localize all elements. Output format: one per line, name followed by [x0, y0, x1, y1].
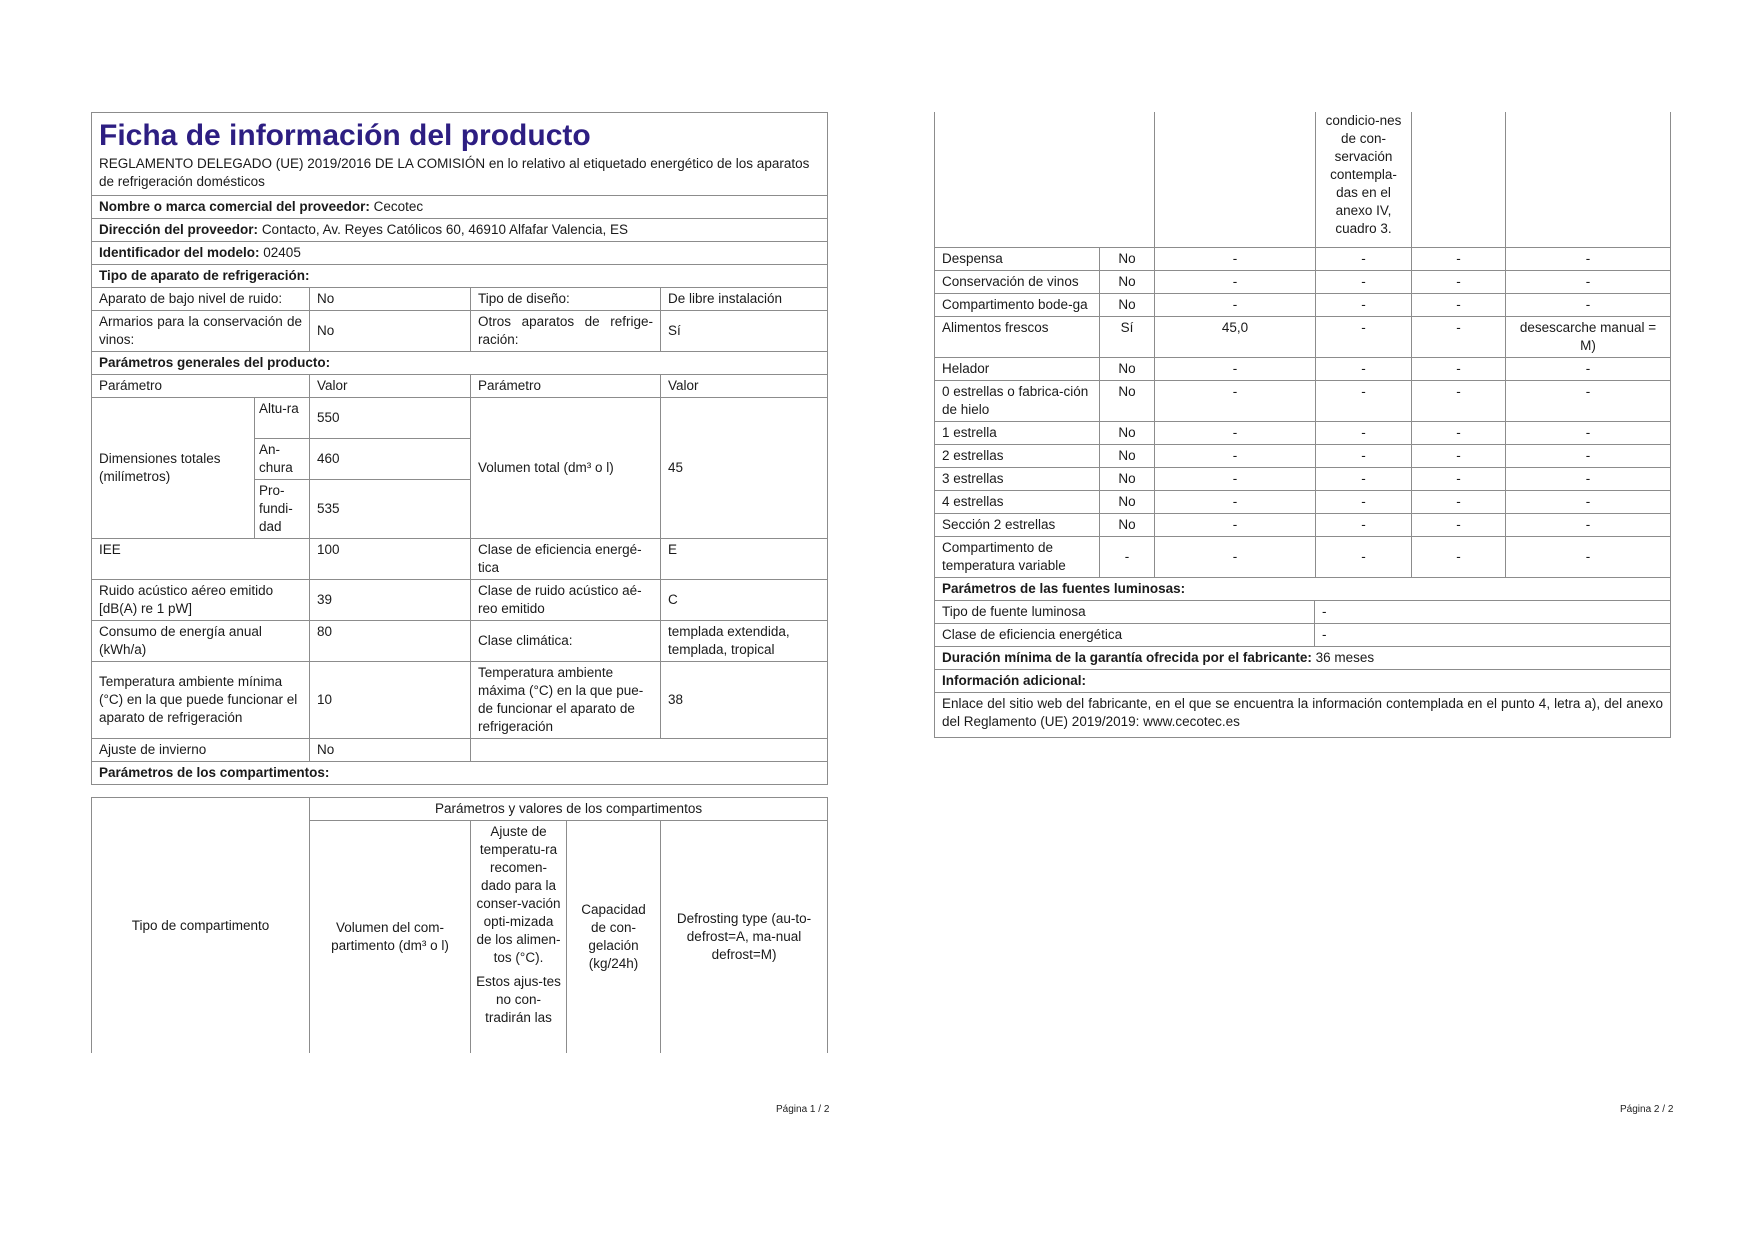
compartment-defrost-cell: - [1506, 381, 1671, 422]
value-col-header: Valor [310, 375, 471, 398]
depth-label: Pro-fundi-dad [255, 480, 310, 539]
wine-cabinet-label: Armarios para la conservación de vinos: [92, 311, 310, 352]
compartment-present-cell: No [1100, 248, 1155, 271]
noise-class-value: C [661, 580, 828, 621]
page-number-2: Página 2 / 2 [1620, 1104, 1674, 1115]
compartment-volume-cell: - [1155, 537, 1316, 578]
low-noise-label: Aparato de bajo nivel de ruido: [92, 288, 310, 311]
compartment-name-cell: 3 estrellas [935, 468, 1100, 491]
light-source-type-label: Tipo de fuente luminosa [935, 601, 1315, 624]
compartment-name-cell: 4 estrellas [935, 491, 1100, 514]
compartment-temp-cell: - [1316, 445, 1412, 468]
compartment-defrost-cell: desescarche manual = M) [1506, 317, 1671, 358]
design-type-label: Tipo de diseño: [471, 288, 661, 311]
page-number-1: Página 1 / 2 [776, 1104, 830, 1115]
compartment-freeze-cell: - [1412, 537, 1506, 578]
low-noise-value: No [310, 288, 471, 311]
dimensions-label: Dimensiones totales (milímetros) [92, 398, 255, 539]
model-id-value: 02405 [263, 245, 301, 260]
compartment-name-cell: Helador [935, 358, 1100, 381]
warranty-value: 36 meses [1315, 650, 1375, 665]
compartments-header-table [91, 797, 828, 1053]
recommended-temp-header [471, 821, 567, 1054]
compartment-name-cell: Alimentos frescos [935, 317, 1100, 358]
compartment-name-cell: 2 estrellas [935, 445, 1100, 468]
noise-value: 39 [310, 580, 471, 621]
compartment-name-cell: Conservación de vinos [935, 271, 1100, 294]
compartment-volume-cell: - [1155, 358, 1316, 381]
compartments-table-continued [934, 112, 1671, 248]
compartment-temp-cell: - [1316, 248, 1412, 271]
compartment-defrost-cell: - [1506, 422, 1671, 445]
min-temp-value: 10 [310, 662, 471, 739]
compartment-defrost-cell: - [1506, 514, 1671, 537]
compartment-present-cell: - [1100, 537, 1155, 578]
compartment-name-cell: Despensa [935, 248, 1100, 271]
table-row [935, 248, 1671, 271]
recommended-temp-header-continued: condicio-nes de con-servación contempla-das en el anexo IV, cuadro 3. [1316, 112, 1412, 248]
other-appliance-label: Otros aparatos de refrige-ración: [471, 311, 661, 352]
compartment-name-cell: 1 estrella [935, 422, 1100, 445]
compartment-temp-cell: - [1316, 294, 1412, 317]
compartment-defrost-cell: - [1506, 445, 1671, 468]
compartment-freeze-cell: - [1412, 317, 1506, 358]
freezing-capacity-header: Capacidad de con-gelación (kg/24h) [567, 821, 661, 1054]
compartment-present-cell: No [1100, 271, 1155, 294]
compartment-defrost-cell: - [1506, 294, 1671, 317]
defrost-type-header: Defrosting type (au-to-defrost=A, ma-nual defrost=M) [661, 821, 828, 1054]
param-col-header-2: Parámetro [471, 375, 661, 398]
wine-cabinet-value: No [310, 311, 471, 352]
compartment-freeze-cell: - [1412, 358, 1506, 381]
compartment-volume-cell: - [1155, 491, 1316, 514]
warranty-label: Duración mínima de la garantía ofrecida por el fabricante: [942, 650, 1312, 665]
manufacturer-website-link[interactable]: www.cecotec.es [1143, 714, 1240, 729]
noise-label: Ruido acústico aéreo emitido [dB(A) re 1 pW] [92, 580, 310, 621]
compartment-freeze-cell: - [1412, 422, 1506, 445]
compartment-present-cell: No [1100, 422, 1155, 445]
compartment-present-cell: No [1100, 358, 1155, 381]
model-id-row [92, 242, 828, 265]
winter-setting-label: Ajuste de invierno [92, 739, 310, 762]
product-info-table [91, 112, 828, 785]
min-temp-label: Temperatura ambiente mínima (°C) en la que puede funcionar el aparato de refrigeración [92, 662, 310, 739]
total-volume-label: Volumen total (dm³ o l) [471, 398, 661, 539]
width-value: 460 [310, 439, 471, 480]
compartment-temp-cell: - [1316, 491, 1412, 514]
compartment-volume-cell: - [1155, 271, 1316, 294]
compartment-params-header: Parámetros y valores de los compartimentos [310, 798, 828, 821]
compartment-freeze-cell: - [1412, 468, 1506, 491]
light-source-class-value: - [1315, 624, 1671, 647]
recommended-temp-text-1: Ajuste de temperatu-ra recomen-dado para la conser-vación opti-mizada de los alimen-tos (°C). [476, 824, 561, 965]
compartment-temp-cell: - [1316, 514, 1412, 537]
design-type-value: De libre instalación [661, 288, 828, 311]
iee-value: 100 [310, 539, 471, 580]
light-warranty-table [934, 577, 1671, 738]
compartment-temp-cell: - [1316, 358, 1412, 381]
model-id-label: Identificador del modelo: [99, 245, 260, 260]
appliance-type-heading: Tipo de aparato de refrigeración: [92, 265, 828, 288]
compartment-volume-cell: - [1155, 248, 1316, 271]
compartment-defrost-cell: - [1506, 248, 1671, 271]
compartment-temp-cell: - [1316, 317, 1412, 358]
compartment-volume-cell: - [1155, 514, 1316, 537]
compartment-freeze-cell: - [1412, 294, 1506, 317]
compartment-name-cell: Sección 2 estrellas [935, 514, 1100, 537]
additional-info-body: Enlace del sitio web del fabricante, en el que se encuentra la información contemplada en el punto 4, letra a), del anexo del Reglamento (UE) 2019/2019: [942, 696, 1663, 729]
regulation-subtitle: REGLAMENTO DELEGADO (UE) 2019/2016 DE LA COMISIÓN en lo relativo al etiquetado energético de los aparatos de refrigeración domésticos [99, 156, 810, 189]
energy-consumption-label: Consumo de energía anual (kWh/a) [92, 621, 310, 662]
table-row [935, 422, 1671, 445]
max-temp-label: Temperatura ambiente máxima (°C) en la que pue-de funcionar el aparato de refrigeración [471, 662, 661, 739]
compartment-freeze-cell: - [1412, 514, 1506, 537]
light-source-class-label: Clase de eficiencia energética [935, 624, 1315, 647]
compartment-present-cell: No [1100, 468, 1155, 491]
compartment-name-cell: Compartimento bode-ga [935, 294, 1100, 317]
compartment-freeze-cell: - [1412, 381, 1506, 422]
compartment-volume-cell: - [1155, 445, 1316, 468]
compartment-temp-cell: - [1316, 422, 1412, 445]
page-2 [934, 112, 1670, 738]
other-appliance-value: Sí [661, 311, 828, 352]
compartment-temp-cell: - [1316, 537, 1412, 578]
table-row [935, 514, 1671, 537]
compartment-name-cell: Compartimento de temperatura variable [935, 537, 1100, 578]
additional-info-heading: Información adicional: [935, 670, 1671, 693]
compartment-volume-cell: - [1155, 468, 1316, 491]
light-source-type-value: - [1315, 601, 1671, 624]
param-col-header: Parámetro [92, 375, 310, 398]
table-row [935, 381, 1671, 422]
compartment-freeze-cell: - [1412, 271, 1506, 294]
general-params-heading: Parámetros generales del producto: [92, 352, 828, 375]
efficiency-class-value: E [661, 539, 828, 580]
compartments-heading: Parámetros de los compartimentos: [92, 762, 828, 785]
compartment-type-header: Tipo de compartimento [92, 798, 310, 1054]
table-row [935, 271, 1671, 294]
supplier-address-row [92, 219, 828, 242]
compartment-defrost-cell: - [1506, 537, 1671, 578]
compartment-temp-cell: - [1316, 468, 1412, 491]
table-row [935, 468, 1671, 491]
compartment-volume-header: Volumen del com-partimento (dm³ o l) [310, 821, 471, 1054]
warranty-row [935, 647, 1671, 670]
supplier-address-label: Dirección del proveedor: [99, 222, 259, 237]
compartment-freeze-cell: - [1412, 248, 1506, 271]
width-label: An-chura [255, 439, 310, 480]
value-col-header-2: Valor [661, 375, 828, 398]
supplier-name-label: Nombre o marca comercial del proveedor: [99, 199, 370, 214]
table-row [935, 317, 1671, 358]
compartment-defrost-cell: - [1506, 491, 1671, 514]
compartment-defrost-cell: - [1506, 358, 1671, 381]
climate-class-label: Clase climática: [471, 621, 661, 662]
compartment-freeze-cell: - [1412, 491, 1506, 514]
iee-label: IEE [92, 539, 310, 580]
climate-class-value: templada extendida, templada, tropical [661, 621, 828, 662]
total-volume-value: 45 [661, 398, 828, 539]
compartment-volume-cell: - [1155, 422, 1316, 445]
page-title: Ficha de información del producto [99, 119, 591, 152]
efficiency-class-label: Clase de eficiencia energé-tica [471, 539, 661, 580]
supplier-name-value: Cecotec [373, 199, 424, 214]
supplier-address-value: Contacto, Av. Reyes Católicos 60, 46910 Alfafar Valencia, ES [261, 222, 629, 237]
height-value: 550 [310, 398, 471, 439]
recommended-temp-text-2: Estos ajus-tes no con-tradirán las [476, 974, 561, 1025]
max-temp-value: 38 [661, 662, 828, 739]
compartment-present-cell: No [1100, 381, 1155, 422]
compartment-defrost-cell: - [1506, 271, 1671, 294]
compartment-present-cell: No [1100, 491, 1155, 514]
table-row [935, 358, 1671, 381]
compartment-temp-cell: - [1316, 271, 1412, 294]
compartments-rows-table [934, 247, 1671, 578]
energy-consumption-value: 80 [310, 621, 471, 662]
compartment-present-cell: No [1100, 514, 1155, 537]
compartment-rows [935, 248, 1671, 578]
compartment-present-cell: Sí [1100, 317, 1155, 358]
compartment-freeze-cell: - [1412, 445, 1506, 468]
compartment-present-cell: No [1100, 294, 1155, 317]
table-row [935, 445, 1671, 468]
compartment-temp-cell: - [1316, 381, 1412, 422]
noise-class-label: Clase de ruido acústico aé-reo emitido [471, 580, 661, 621]
additional-info-text [935, 693, 1671, 738]
depth-value: 535 [310, 480, 471, 539]
winter-setting-value: No [310, 739, 471, 762]
page-1 [91, 112, 827, 1053]
height-label: Altu-ra [255, 398, 310, 439]
supplier-name-row [92, 196, 828, 219]
table-row [935, 491, 1671, 514]
compartment-defrost-cell: - [1506, 468, 1671, 491]
compartment-volume-cell: 45,0 [1155, 317, 1316, 358]
table-row [935, 294, 1671, 317]
compartment-volume-cell: - [1155, 381, 1316, 422]
light-source-heading: Parámetros de las fuentes luminosas: [935, 578, 1671, 601]
compartment-volume-cell: - [1155, 294, 1316, 317]
compartment-name-cell: 0 estrellas o fabrica-ción de hielo [935, 381, 1100, 422]
table-row [935, 537, 1671, 578]
compartment-present-cell: No [1100, 445, 1155, 468]
